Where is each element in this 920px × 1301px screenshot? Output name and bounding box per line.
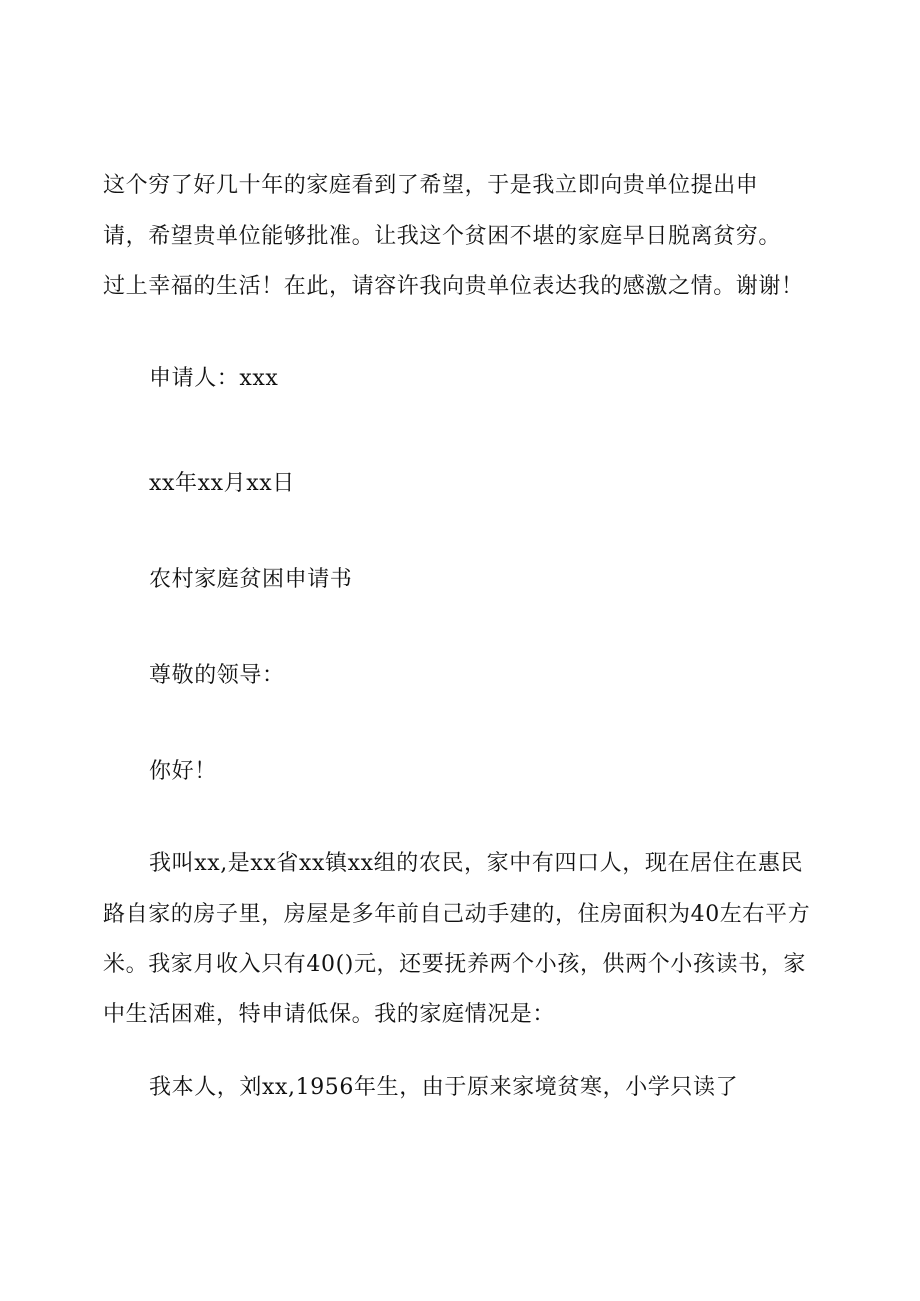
intro-line-1: 这个穷了好几十年的家庭看到了希望，于是我立即向贵单位提出申 xyxy=(103,173,759,198)
intro-line-2: 请，希望贵单位能够批准。让我这个贫困不堪的家庭早日脱离贫穷。 xyxy=(103,224,782,249)
body-line-3: 米。我家月收入只有40()元，还要抚养两个小孩，供两个小孩读书，家 xyxy=(103,952,806,977)
intro-line-3: 过上幸福的生活！在此，请容许我向贵单位表达我的感激之情。谢谢！ xyxy=(103,274,804,299)
greeting: 你好！ xyxy=(149,759,217,784)
date-line: xx年xx月xx日 xyxy=(149,471,295,496)
body-line-1: 我叫xx,是xx省xx镇xx组的农民，家中有四口人，现在居住在惠民 xyxy=(149,851,804,876)
document-title: 农村家庭贫困申请书 xyxy=(149,567,353,592)
body-last-line: 我本人，刘xx,1956年生，由于原来家境贫寒，小学只读了 xyxy=(149,1075,739,1100)
body-line-2: 路自家的房子里，房屋是多年前自己动手建的，住房面积为40左右平方 xyxy=(103,902,811,927)
body-line-4: 中生活困难，特申请低保。我的家庭情况是： xyxy=(103,1002,556,1027)
salutation: 尊敬的领导： xyxy=(149,663,285,688)
applicant-line: 申请人：xxx xyxy=(149,366,279,391)
